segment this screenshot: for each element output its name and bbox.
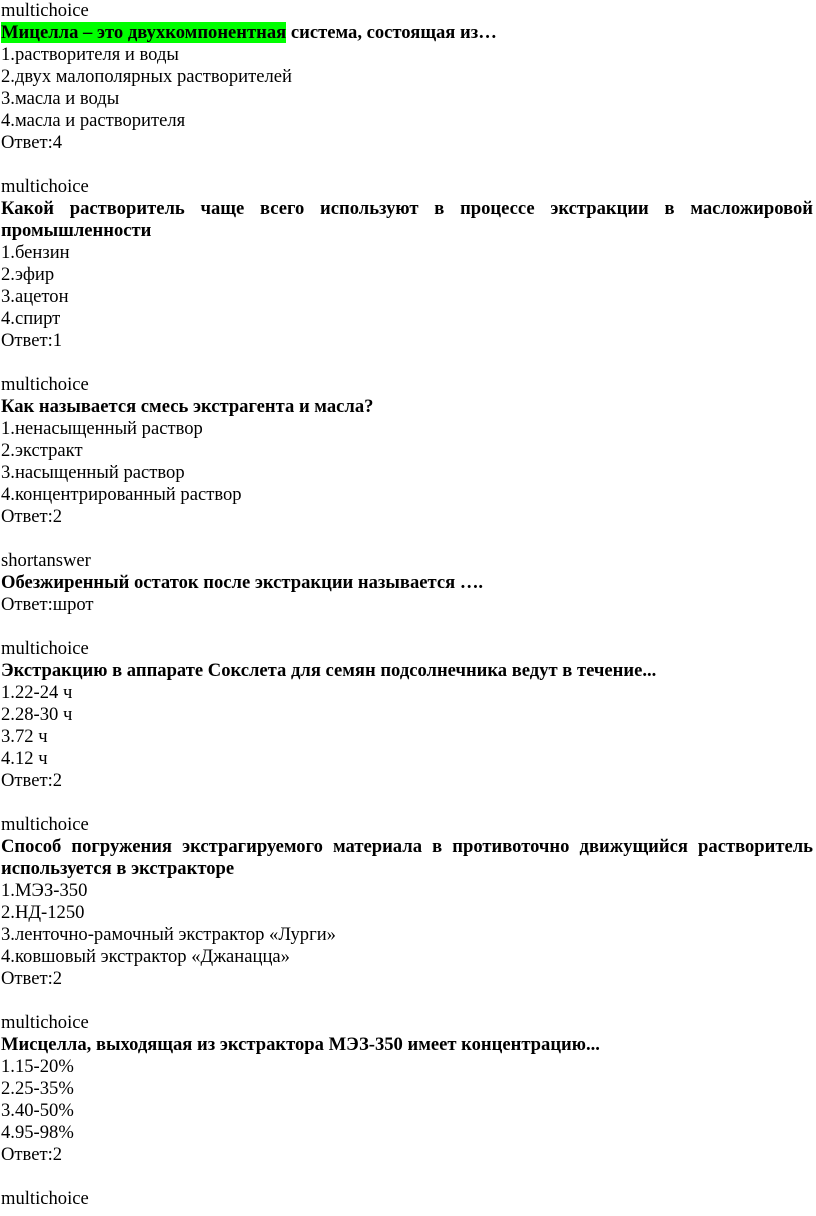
question-type: multichoice [1, 176, 89, 197]
option-4: 4.ковшовый экстрактор «Джанацца» [1, 946, 290, 967]
option-2: 2.двух малополярных растворителей [1, 66, 292, 87]
question-type: shortanswer [1, 550, 91, 571]
question-block-3 [1, 374, 813, 528]
highlighted-text: Мицелла – это двухкомпонентная [1, 22, 287, 43]
question-type: multichoice [1, 638, 89, 659]
option-1: 1.ненасыщенный раствор [1, 418, 203, 439]
question-text-rest: система, состоящая из… [286, 22, 497, 43]
question-block-2 [1, 176, 813, 352]
answer: Ответ:шрот [1, 594, 94, 615]
option-3: 3.ацетон [1, 286, 69, 307]
option-2: 2.экстракт [1, 440, 83, 461]
question-type: multichoice [1, 814, 89, 835]
option-4: 4.12 ч [1, 748, 48, 769]
question-type: multichoice [1, 1188, 89, 1209]
answer: Ответ:4 [1, 132, 63, 153]
question-text: Способ погружения экстрагируемого материала в противоточно движущийся растворитель используется в экстракторе [1, 836, 813, 879]
question-text: Обезжиренный остаток после экстракции называется …. [1, 572, 484, 593]
option-3: 3.насыщенный раствор [1, 462, 185, 483]
option-4: 4.95-98% [1, 1122, 74, 1143]
question-type: multichoice [1, 0, 89, 21]
question-type: multichoice [1, 1012, 89, 1033]
option-4: 4.концентрированный раствор [1, 484, 242, 505]
option-3: 3.72 ч [1, 726, 48, 747]
question-block-5 [1, 638, 813, 792]
answer: Ответ:2 [1, 506, 63, 527]
question-text: Экстракцию в аппарате Сокслета для семян подсолнечника ведут в течение... [1, 660, 657, 681]
option-1: 1.растворителя и воды [1, 44, 179, 65]
option-1: 1.15-20% [1, 1056, 74, 1077]
option-4: 4.спирт [1, 308, 61, 329]
option-1: 1.22-24 ч [1, 682, 73, 703]
question-type: multichoice [1, 374, 89, 395]
question-block-8 [1, 1188, 813, 1210]
answer: Ответ:2 [1, 1144, 63, 1165]
option-3: 3.40-50% [1, 1100, 74, 1121]
option-1: 1.бензин [1, 242, 70, 263]
option-3: 3.масла и воды [1, 88, 120, 109]
answer: Ответ:1 [1, 330, 63, 351]
question-block-7 [1, 1012, 813, 1166]
question-text [1, 22, 813, 44]
answer: Ответ:2 [1, 968, 63, 989]
option-2: 2.эфир [1, 264, 55, 285]
option-2: 2.НД-1250 [1, 902, 85, 923]
option-2: 2.25-35% [1, 1078, 74, 1099]
question-text: Какой растворитель чаще всего используют в процессе экстракции в масложировой промышленности [1, 198, 813, 241]
option-4: 4.масла и растворителя [1, 110, 186, 131]
option-1: 1.МЭЗ-350 [1, 880, 88, 901]
question-text: Как называется смесь экстрагента и масла? [1, 396, 374, 417]
question-block-6 [1, 814, 813, 990]
answer: Ответ:2 [1, 770, 63, 791]
question-block-1 [1, 0, 813, 154]
question-text: Мисцелла, выходящая из экстрактора МЭЗ-350 имеет концентрацию... [1, 1034, 600, 1055]
question-block-4 [1, 550, 813, 616]
option-3: 3.ленточно-рамочный экстрактор «Лурги» [1, 924, 336, 945]
option-2: 2.28-30 ч [1, 704, 73, 725]
